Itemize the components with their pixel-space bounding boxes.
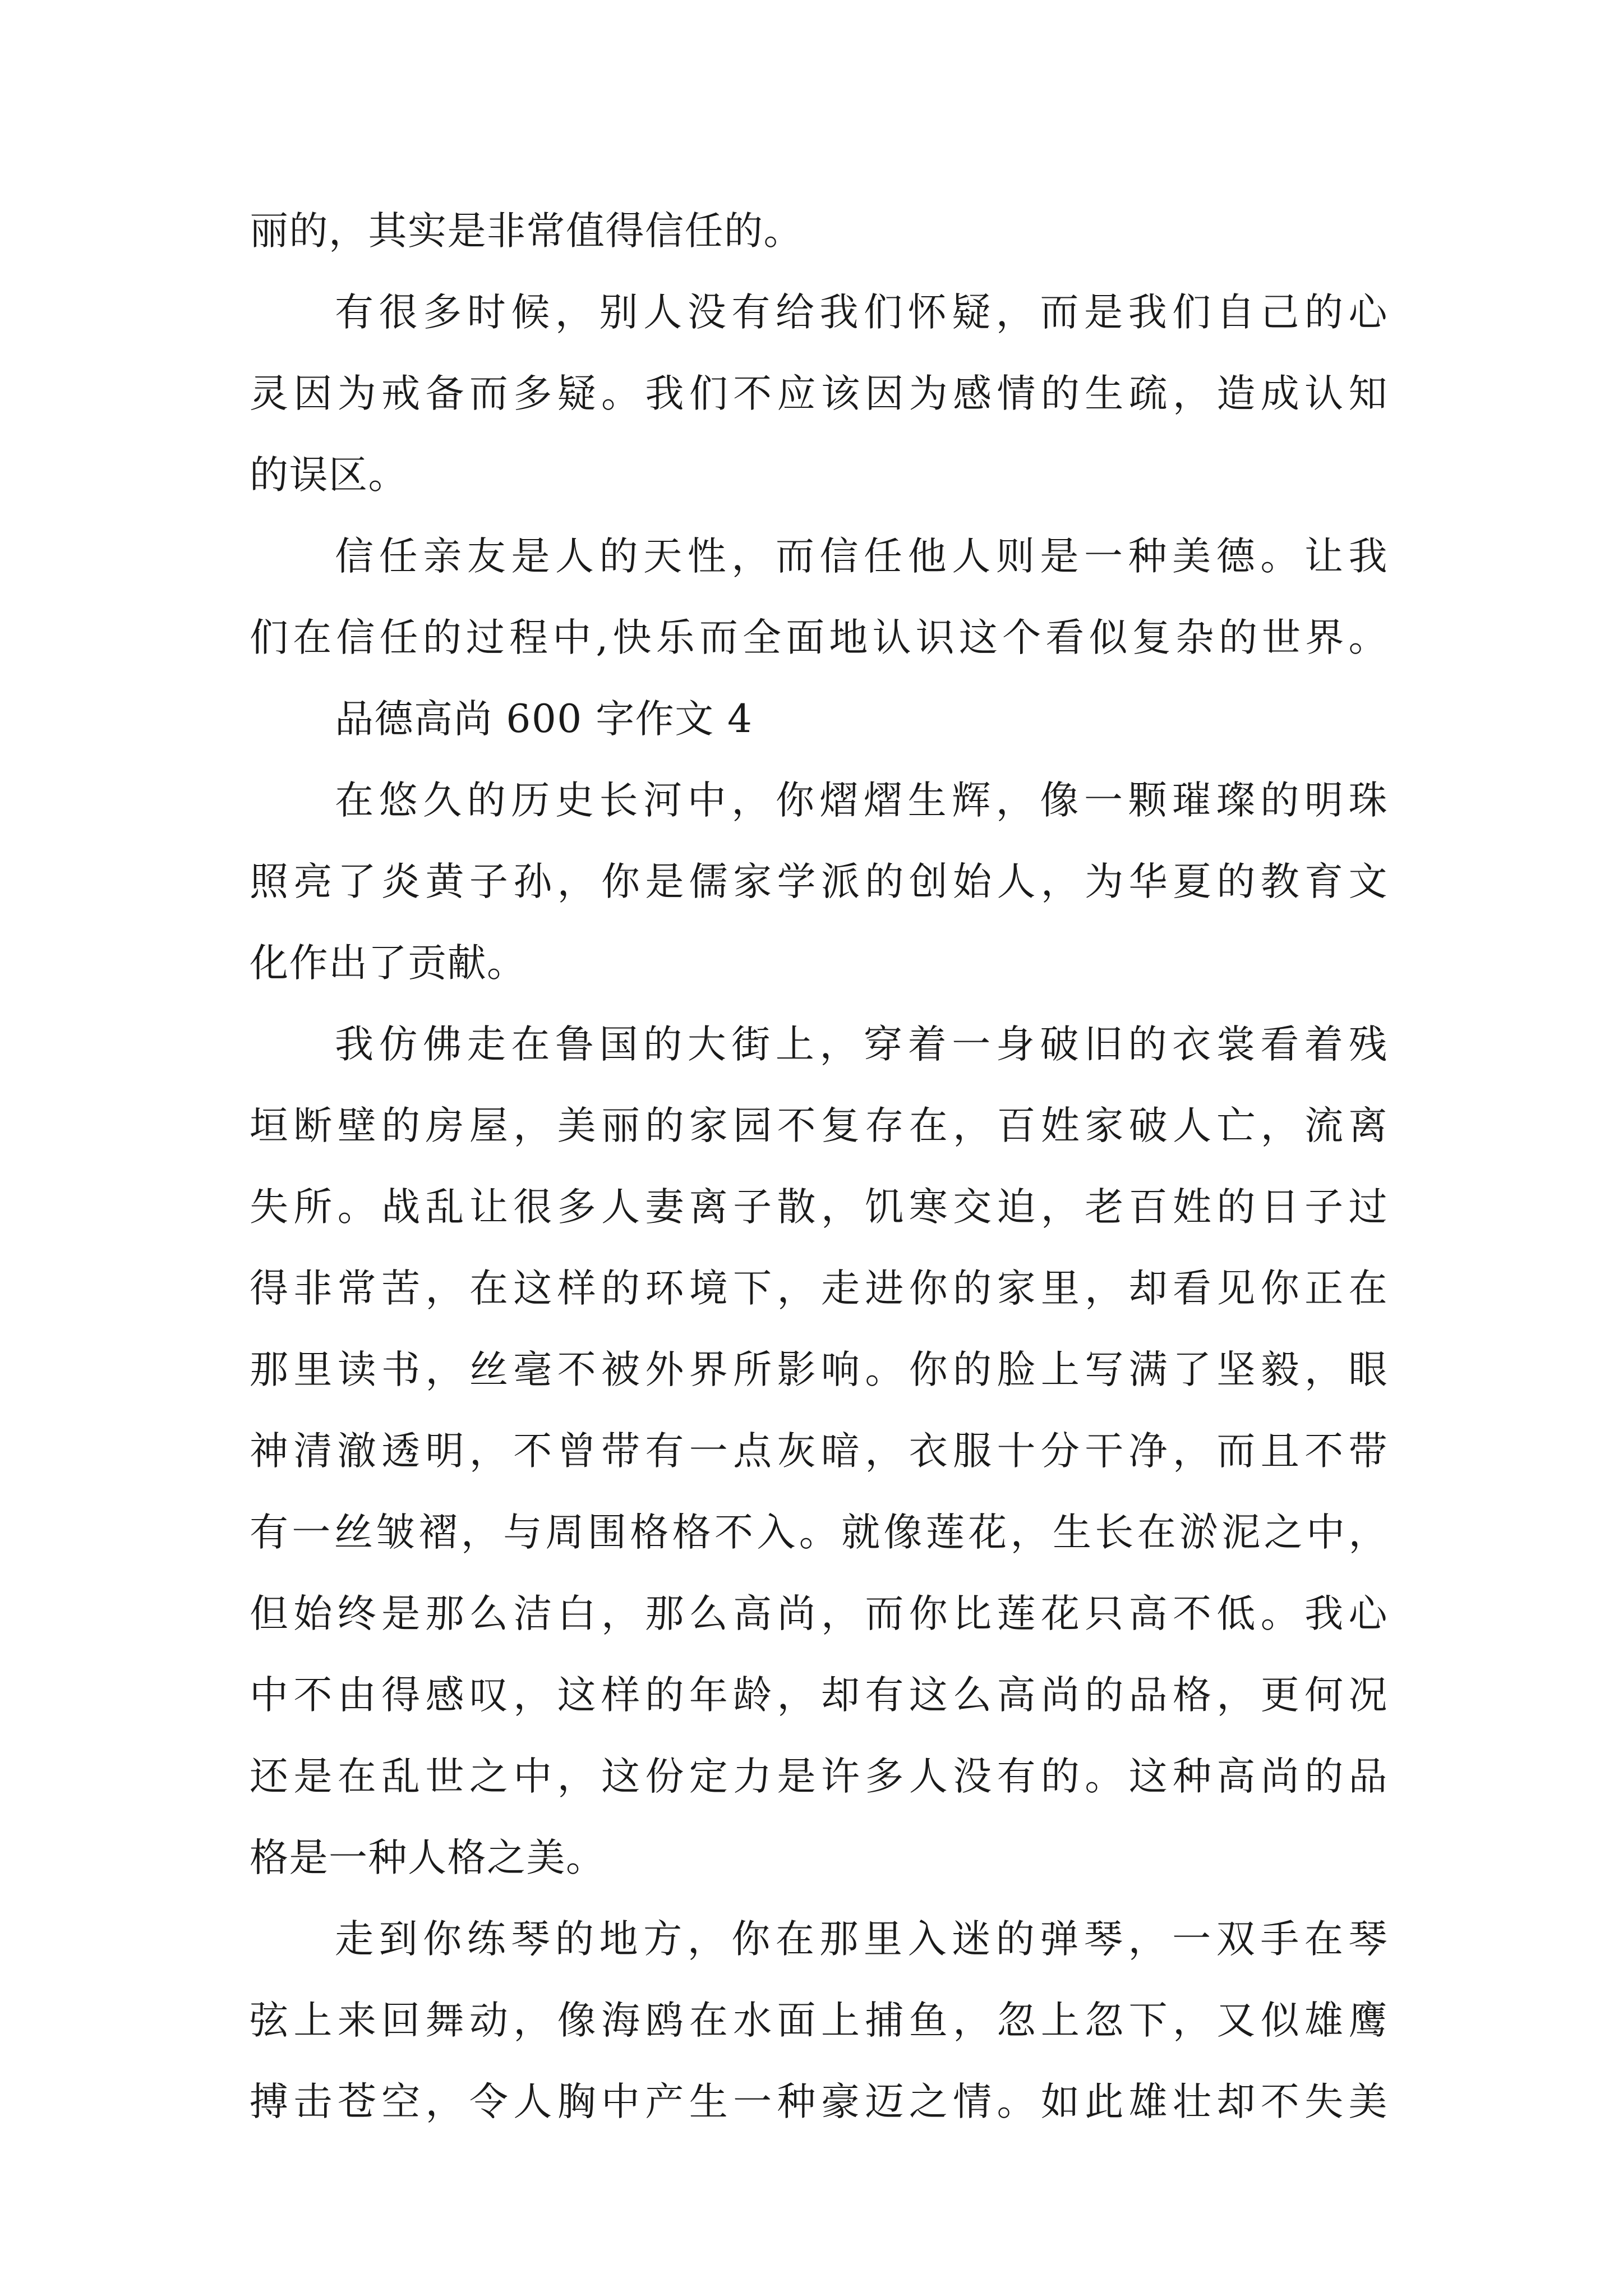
paragraph-start-line: 有很多时候，别人没有给我们怀疑，而是我们自己的心 [335, 290, 1388, 335]
paragraph-start-line: 信任亲友是人的天性，而信任他人则是一种美德。让我 [335, 534, 1388, 579]
paragraph-start-line: 在悠久的历史长河中，你熠熠生辉，像一颗璀璨的明珠 [335, 778, 1388, 823]
text-line: 失所。战乱让很多人妻离子散，饥寒交迫，老百姓的日子过 [250, 1185, 1388, 1230]
section-heading: 品德高尚 600 字作文 4 [335, 697, 753, 742]
text-line: 灵因为戒备而多疑。我们不应该因为感情的生疏，造成认知 [250, 371, 1388, 416]
text-line: 们在信任的过程中,快乐而全面地认识这个看似复杂的世界。 [250, 615, 1388, 660]
text-line: 但始终是那么洁白，那么高尚，而你比莲花只高不低。我心 [250, 1591, 1388, 1636]
text-line: 垣断壁的房屋，美丽的家园不复存在，百姓家破人亡，流离 [250, 1103, 1388, 1148]
text-line: 神清澈透明，不曾带有一点灰暗，衣服十分干净，而且不带 [250, 1429, 1388, 1474]
text-line: 中不由得感叹，这样的年龄，却有这么高尚的品格，更何况 [250, 1673, 1388, 1718]
text-line: 化作出了贡献。 [250, 941, 527, 986]
document-body [250, 191, 1388, 2143]
text-line: 搏击苍空，令人胸中产生一种豪迈之情。如此雄壮却不失美 [250, 2079, 1388, 2124]
text-line: 的误区。 [250, 453, 408, 498]
text-line: 照亮了炎黄子孙，你是儒家学派的创始人，为华夏的教育文 [250, 859, 1388, 904]
text-line: 得非常苦，在这样的环境下，走进你的家里，却看见你正在 [250, 1266, 1388, 1311]
text-line: 还是在乱世之中，这份定力是许多人没有的。这种高尚的品 [250, 1754, 1388, 1799]
text-line: 有一丝皱褶，与周围格格不入。就像莲花，生长在淤泥之中， [250, 1510, 1388, 1555]
text-line: 格是一种人格之美。 [250, 1835, 606, 1880]
text-line: 那里读书，丝毫不被外界所影响。你的脸上写满了坚毅，眼 [250, 1347, 1388, 1392]
paragraph-start-line: 走到你练琴的地方，你在那里入迷的弹琴，一双手在琴 [335, 1917, 1388, 1962]
text-line: 弦上来回舞动，像海鸥在水面上捕鱼，忽上忽下，又似雄鹰 [250, 1998, 1388, 2043]
text-line: 丽的，其实是非常值得信任的。 [250, 209, 803, 254]
paragraph-start-line: 我仿佛走在鲁国的大街上，穿着一身破旧的衣裳看着残 [335, 1022, 1388, 1067]
